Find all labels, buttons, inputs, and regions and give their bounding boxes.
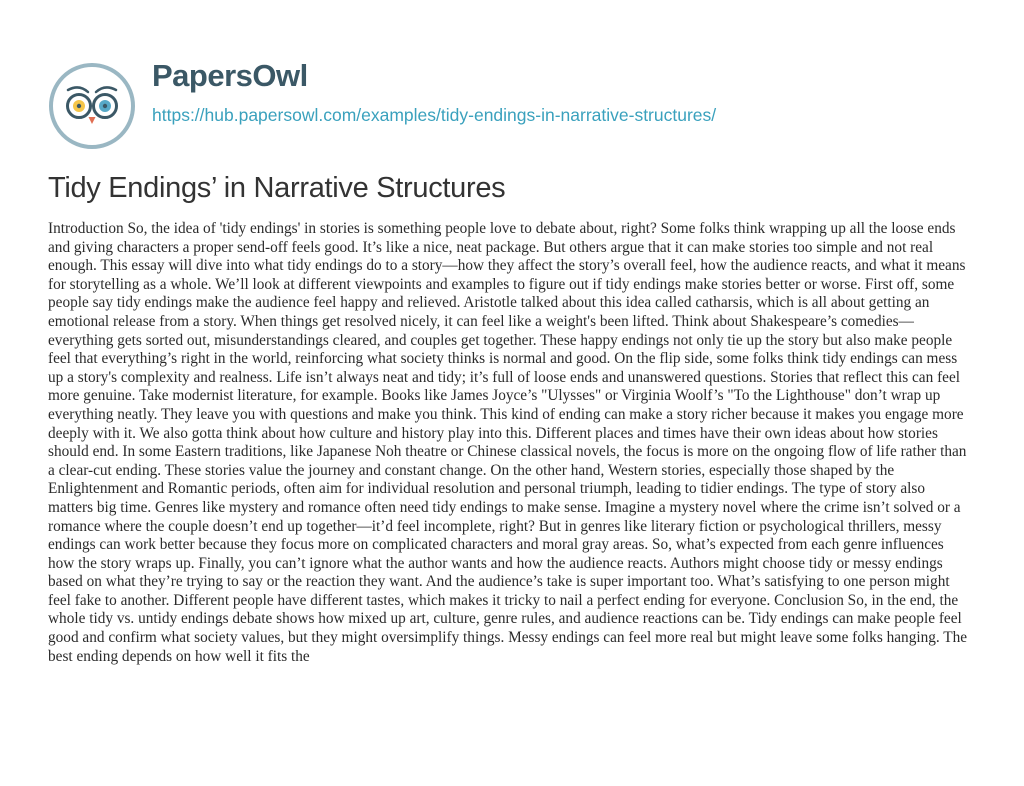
article-title: Tidy Endings’ in Narrative Structures [48, 172, 506, 204]
owl-logo-icon[interactable] [48, 62, 136, 150]
source-url-link[interactable]: https://hub.papersowl.com/examples/tidy-endings-in-narrative-structures/ [152, 105, 717, 125]
site-header [0, 0, 1024, 160]
brand-name[interactable]: PapersOwl [152, 58, 308, 93]
article-body: Introduction So, the idea of 'tidy endings' in stories is something people love to debate about, right? Some folks think wrapping up all the loose ends and giving characters a proper send-off feels good. It’s like a nice, neat package. But others argue that it can make stories too simple and not real enough. This essay will dive into what tidy endings do to a story—how they affect the story’s overall feel, how the audience reacts, and what it means for storytelling as a whole. We’ll look at different viewpoints and examples to figure out if tidy endings make stories better or worse. First off, some people say tidy endings make the audience feel happy and relieved. Aristotle talked about this idea called catharsis, which is all about getting an emotional release from a story. When things get resolved nicely, it can feel like a weight's been lifted. Think about Shakespeare’s comedies—everything gets sorted out, misunderstandings cleared, and couples get together. These happy endings not only tie up the story but also make people feel that everything’s right in the world, reinforcing what society thinks is normal and good. On the flip side, some folks think tidy endings can mess up a story's complexity and realness. Life isn’t always neat and tidy; it’s full of loose ends and unanswered questions. Stories that reflect this can feel more genuine. Take modernist literature, for example. Books like James Joyce’s "Ulysses" or Virginia Woolf’s "To the Lighthouse" don’t wrap up everything neatly. They leave you with questions and make you think. This kind of ending can make a story richer because it makes you engage more deeply with it. We also gotta think about how culture and history play into this. Different places and times have their own ideas about how stories should end. In some Eastern traditions, like Japanese Noh theatre or Chinese classical novels, the focus is more on the ongoing flow of life rather than a clear-cut ending. These stories value the journey and constant change. On the other hand, Western stories, especially those shaped by the Enlightenment and Romantic periods, often aim for individual resolution and personal triumph, leading to tidier endings. The type of story also matters big time. Genres like mystery and romance often need tidy endings to make sense. Imagine a mystery novel where the crime isn’t solved or a romance where the couple doesn’t end up together—it’d feel incomplete, right? But in genres like literary fiction or psychological thrillers, messy endings can work better because they focus more on complicated characters and moral gray areas. So, what’s expected from each genre influences how the story wraps up. Finally, you can’t ignore what the author wants and how the audience reacts. Authors might choose tidy or messy endings based on what they’re trying to say or the reaction they want. And the audience’s take is super important too. What’s satisfying to one person might feel fake to another. Different people have different tastes, which makes it tricky to nail a perfect ending for everyone. Conclusion So, in the end, the whole tidy vs. untidy endings debate shows how mixed up art, culture, genre rules, and audience reactions can be. Tidy endings can make people feel good and confirm what society values, but they might oversimplify things. Messy endings can feel more real but might leave some folks hanging. The best ending depends on how well it fits the [48, 220, 968, 665]
text-fade-overlay [0, 696, 1024, 786]
